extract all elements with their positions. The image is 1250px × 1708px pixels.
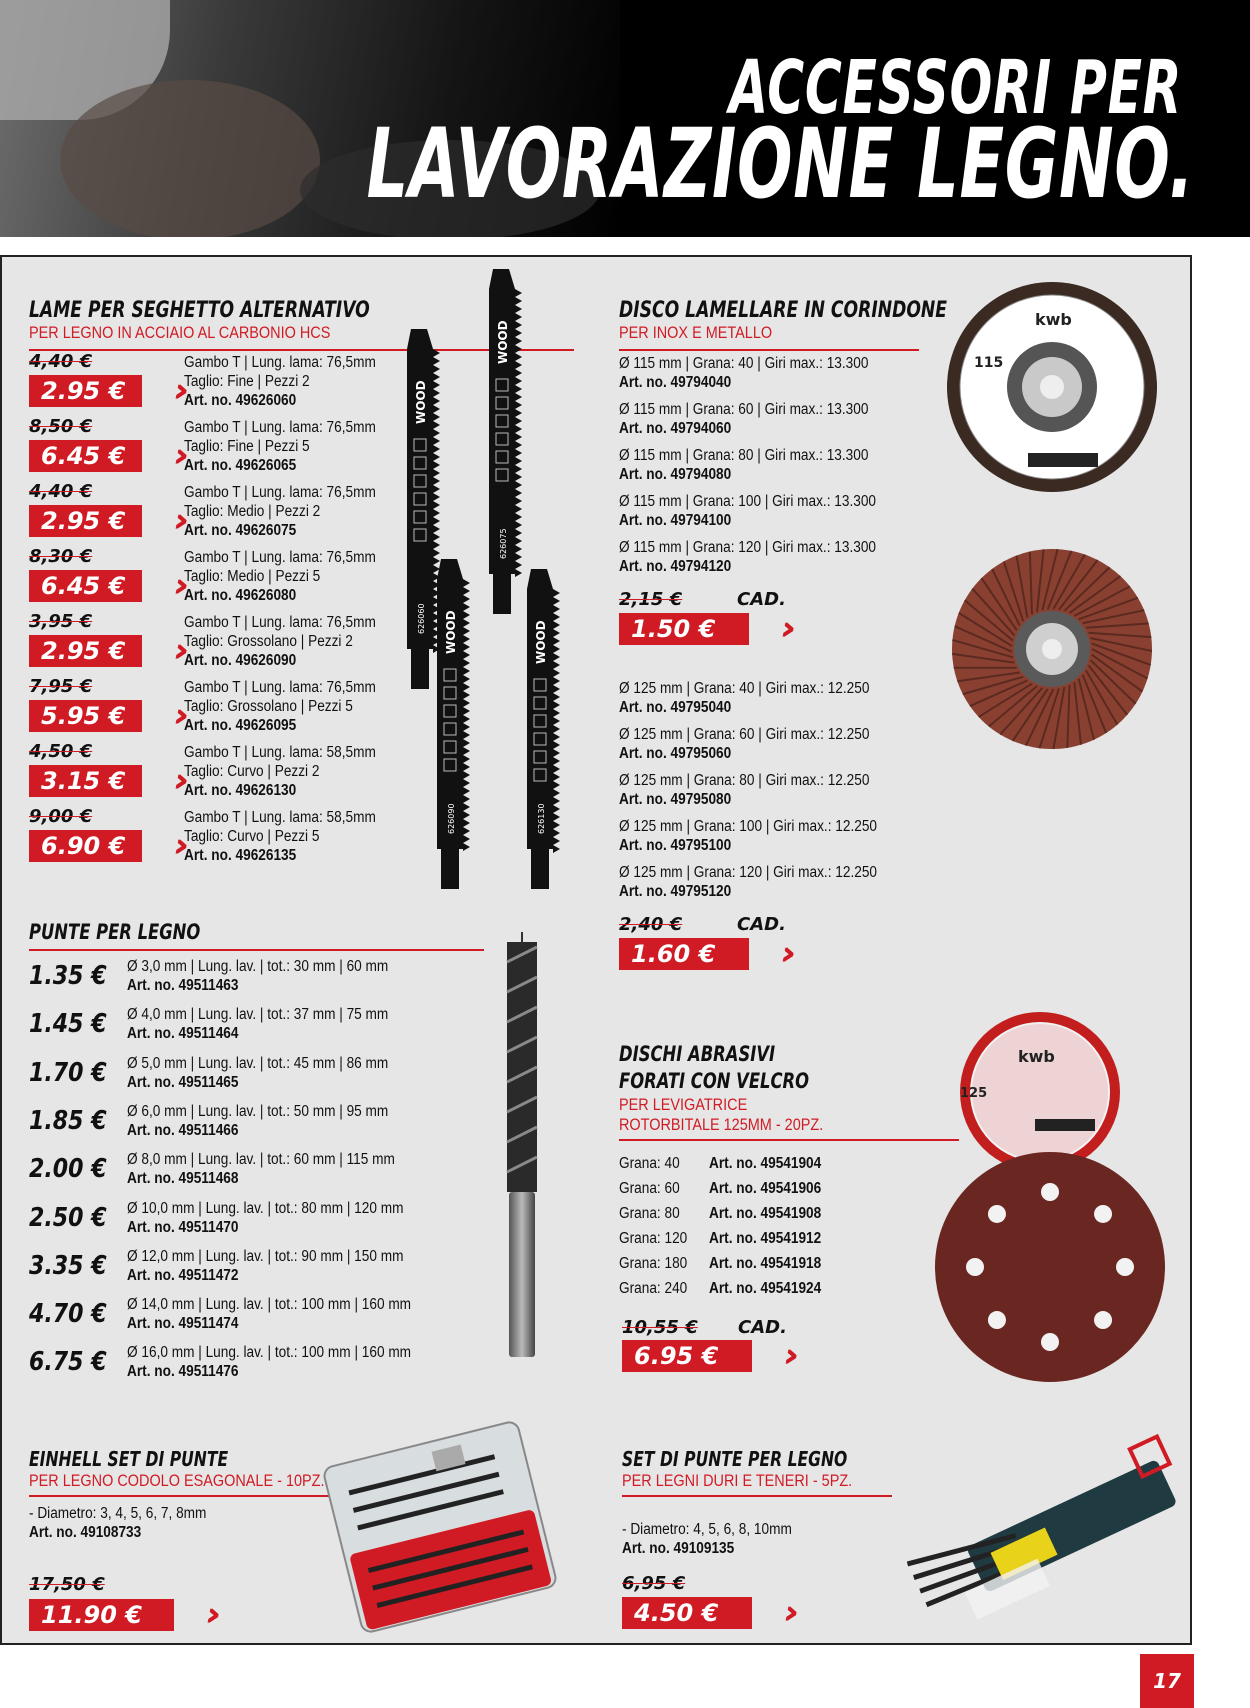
- dischi-grana: Grana: 60: [619, 1180, 680, 1197]
- page-title-line1: ACCESSORI PER: [729, 45, 1182, 131]
- lame-spec-line1: Gambo T | Lung. lama: 76,5mm: [184, 549, 376, 566]
- cad-label: CAD.: [737, 914, 786, 935]
- disco-item-desc: [619, 679, 869, 717]
- blade-code-label: 626130: [537, 803, 546, 834]
- lame-art-no: Art. no. 49626130: [184, 782, 297, 799]
- einhell-desc: [29, 1504, 206, 1542]
- lame-art-no: Art. no. 49626060: [184, 392, 297, 409]
- punte-item-desc: [127, 1102, 388, 1140]
- lame-price: 3.15 €: [41, 767, 126, 795]
- set-diameters: - Diametro: 4, 5, 6, 8, 10mm: [622, 1521, 792, 1538]
- lame-price-tag: [29, 765, 142, 797]
- lame-spec-line2: Taglio: Grossolano | Pezzi 5: [184, 698, 353, 715]
- disco-art-no: Art. no. 49795080: [619, 791, 732, 808]
- disco-spec: Ø 125 mm | Grana: 80 | Giri max.: 12.250: [619, 772, 870, 789]
- disco-item-desc: [619, 538, 876, 576]
- lame-spec-line2: Taglio: Curvo | Pezzi 5: [184, 828, 320, 845]
- catalog-panel: [0, 255, 1192, 1645]
- section-title-dischi-2: FORATI CON VELCRO: [619, 1069, 810, 1093]
- set-old-price: 6,95 €: [622, 1573, 686, 1594]
- blade-code-label: 626075: [499, 528, 508, 559]
- disco-spec: Ø 115 mm | Grana: 100 | Giri max.: 13.300: [619, 493, 877, 510]
- punte-art-no: Art. no. 49511463: [127, 977, 239, 994]
- disco-spec: Ø 115 mm | Grana: 60 | Giri max.: 13.300: [619, 401, 869, 418]
- flap-disc-image: [930, 277, 1175, 777]
- jigsaw-blade: [407, 329, 440, 689]
- lame-spec-line2: Taglio: Fine | Pezzi 2: [184, 373, 310, 390]
- dischi-art-no: Art. no. 49541908: [709, 1205, 822, 1222]
- disco-art-no: Art. no. 49795100: [619, 837, 732, 854]
- section-title-lame: LAME PER SEGHETTO ALTERNATIVO: [29, 298, 370, 323]
- disco-price-125: 1.60 €: [631, 940, 716, 968]
- lame-item-desc: [184, 548, 376, 605]
- lame-price-tag: [29, 570, 142, 602]
- lame-art-no: Art. no. 49626095: [184, 717, 297, 734]
- punte-spec: Ø 3,0 mm | Lung. lav. | tot.: 30 mm | 60 mm: [127, 958, 389, 975]
- punte-art-no: Art. no. 49511476: [127, 1363, 239, 1381]
- punte-price: 1.70 €: [29, 1057, 107, 1088]
- disco-art-no: Art. no. 49794060: [619, 420, 732, 437]
- lame-spec-line2: Taglio: Fine | Pezzi 5: [184, 438, 310, 455]
- disco-spec: Ø 115 mm | Grana: 80 | Giri max.: 13.300: [619, 447, 869, 464]
- jigsaw-blade: [437, 559, 470, 889]
- disco-art-no: Art. no. 49795060: [619, 745, 732, 762]
- lame-spec-line2: Taglio: Medio | Pezzi 5: [184, 568, 321, 585]
- disco-item-desc: [619, 400, 868, 438]
- disco-art-no: Art. no. 49794100: [619, 512, 732, 529]
- section-title-punte: PUNTE PER LEGNO: [29, 920, 201, 944]
- lame-price: 2.95 €: [41, 507, 126, 535]
- disco-item-desc: [619, 863, 877, 901]
- dischi-art-no: Art. no. 49541906: [709, 1180, 822, 1197]
- punte-art-no: Art. no. 49511464: [127, 1025, 239, 1043]
- punte-price: 6.75 €: [29, 1347, 107, 1378]
- cad-label: CAD.: [737, 589, 786, 610]
- wood-drill-set-image: [907, 1432, 1187, 1632]
- lame-spec-line2: Taglio: Grossolano | Pezzi 2: [184, 633, 353, 650]
- punte-spec: Ø 8,0 mm | Lung. lav. | tot.: 60 mm | 115 mm: [127, 1151, 395, 1169]
- lame-art-no: Art. no. 49626075: [184, 522, 297, 539]
- lame-spec-line1: Gambo T | Lung. lama: 58,5mm: [184, 809, 376, 826]
- divider: [619, 1139, 959, 1141]
- punte-art-no: Art. no. 49511466: [127, 1121, 239, 1139]
- lame-item-desc: [184, 678, 376, 735]
- disc-size-label: 115: [974, 355, 1004, 371]
- section-subtitle-set: PER LEGNI DURI E TENERI - 5PZ.: [622, 1471, 853, 1490]
- disc-brand-label: kwb: [1018, 1047, 1055, 1066]
- lame-art-no: Art. no. 49626090: [184, 652, 297, 669]
- lame-item-desc: [184, 743, 376, 800]
- dischi-price-tag: [622, 1340, 752, 1372]
- disco-art-no: Art. no. 49794120: [619, 558, 732, 575]
- punte-item-desc: [127, 1054, 388, 1092]
- lame-spec-line1: Gambo T | Lung. lama: 58,5mm: [184, 744, 376, 761]
- section-title-einhell: EINHELL SET DI PUNTE: [29, 1447, 229, 1471]
- cad-label: CAD.: [738, 1317, 787, 1338]
- disco-price-tag-125: [619, 938, 749, 970]
- lame-item-desc: [184, 353, 376, 410]
- blade-wood-label: WOOD: [496, 320, 510, 364]
- punte-item-desc: [127, 1343, 411, 1381]
- lame-price: 2.95 €: [41, 377, 126, 405]
- dischi-price: 6.95 €: [634, 1342, 719, 1370]
- disco-spec: Ø 125 mm | Grana: 100 | Giri max.: 12.250: [619, 818, 878, 835]
- punte-item-desc: [127, 1199, 403, 1237]
- disco-price-115: 1.50 €: [631, 615, 716, 643]
- disco-item-desc: [619, 354, 868, 392]
- set-price-tag: [622, 1597, 752, 1629]
- punte-art-no: Art. no. 49511465: [127, 1073, 239, 1091]
- punte-price: 1.35 €: [29, 961, 107, 991]
- disco-art-no: Art. no. 49794080: [619, 466, 732, 483]
- disco-art-no: Art. no. 49794040: [619, 374, 732, 391]
- divider: [29, 949, 484, 951]
- lame-item-desc: [184, 613, 376, 670]
- disc-brand-label: kwb: [1035, 310, 1072, 329]
- dischi-art-no: Art. no. 49541912: [709, 1230, 822, 1247]
- jigsaw-blade: [527, 569, 560, 889]
- lame-spec-line1: Gambo T | Lung. lama: 76,5mm: [184, 679, 376, 696]
- lame-art-no: Art. no. 49626135: [184, 847, 297, 864]
- page-title-line2: LAVORAZIONE LEGNO.: [367, 108, 1195, 220]
- einhell-price-tag: [29, 1599, 174, 1631]
- section-subtitle-einhell: PER LEGNO CODOLO ESAGONALE - 10PZ.: [29, 1471, 325, 1490]
- dischi-art-no: Art. no. 49541924: [709, 1280, 822, 1297]
- dischi-art-no: Art. no. 49541904: [709, 1155, 822, 1172]
- disco-spec: Ø 115 mm | Grana: 40 | Giri max.: 13.300: [619, 355, 869, 372]
- punte-art-no: Art. no. 49511468: [127, 1170, 239, 1188]
- lame-old-price: 4,40 €: [29, 351, 93, 372]
- dischi-grana: Grana: 80: [619, 1205, 680, 1222]
- lame-old-price: 7,95 €: [29, 676, 93, 697]
- jigsaw-blade: [489, 269, 522, 614]
- einhell-old-price: 17,50 €: [29, 1574, 105, 1595]
- lame-spec-line2: Taglio: Curvo | Pezzi 2: [184, 763, 320, 780]
- dischi-grana: Grana: 120: [619, 1230, 688, 1247]
- set-art-no: Art. no. 49109135: [622, 1540, 735, 1557]
- lame-price: 5.95 €: [41, 702, 126, 730]
- punte-price: 4.70 €: [29, 1299, 107, 1330]
- lame-price-tag: [29, 440, 142, 472]
- page-number: 17: [1140, 1654, 1194, 1708]
- punte-art-no: Art. no. 49511474: [127, 1315, 239, 1333]
- section-subtitle-disco: PER INOX E METALLO: [619, 323, 773, 342]
- divider: [619, 349, 919, 351]
- disco-old-price-115: 2,15 €: [619, 589, 683, 610]
- punte-art-no: Art. no. 49511470: [127, 1218, 239, 1236]
- lame-spec-line1: Gambo T | Lung. lama: 76,5mm: [184, 354, 376, 371]
- einhell-drill-case-image: [320, 1412, 560, 1642]
- punte-price: 1.45 €: [29, 1009, 107, 1040]
- lame-art-no: Art. no. 49626065: [184, 457, 297, 474]
- disco-spec: Ø 125 mm | Grana: 40 | Giri max.: 12.250: [619, 680, 870, 697]
- lame-item-desc: [184, 483, 376, 540]
- section-title-set: SET DI PUNTE PER LEGNO: [622, 1447, 848, 1471]
- disco-item-desc: [619, 446, 868, 484]
- dischi-grana: Grana: 240: [619, 1280, 688, 1297]
- punte-spec: Ø 10,0 mm | Lung. lav. | tot.: 80 mm | 120 mm: [127, 1199, 404, 1217]
- blade-code-label: 626060: [417, 603, 426, 634]
- einhell-diameters: - Diametro: 3, 4, 5, 6, 7, 8mm: [29, 1505, 207, 1522]
- section-title-disco: DISCO LAMELLARE IN CORINDONE: [619, 298, 948, 323]
- blade-wood-label: WOOD: [414, 380, 428, 424]
- section-subtitle-dischi-1: PER LEVIGATRICE: [619, 1095, 748, 1114]
- dischi-grana: Grana: 180: [619, 1255, 688, 1272]
- disco-spec: Ø 125 mm | Grana: 60 | Giri max.: 12.250: [619, 726, 870, 743]
- punte-spec: Ø 14,0 mm | Lung. lav. | tot.: 100 mm | 160 mm: [127, 1296, 412, 1314]
- dischi-old-price: 10,55 €: [622, 1317, 698, 1338]
- lame-old-price: 4,40 €: [29, 481, 93, 502]
- lame-price-tag: [29, 375, 142, 407]
- disco-item-desc: [619, 817, 877, 855]
- punte-price: 1.85 €: [29, 1105, 107, 1136]
- disco-spec: Ø 115 mm | Grana: 120 | Giri max.: 13.300: [619, 539, 877, 556]
- disco-item-desc: [619, 725, 869, 763]
- jigsaw-blades-image: [397, 269, 592, 909]
- punte-item-desc: [127, 1295, 411, 1333]
- lame-old-price: 8,50 €: [29, 416, 93, 437]
- punte-item-desc: [127, 1247, 403, 1285]
- lame-item-desc: [184, 418, 376, 475]
- punte-price: 2.50 €: [29, 1202, 107, 1233]
- lame-price-tag: [29, 505, 142, 537]
- disco-old-price-125: 2,40 €: [619, 914, 683, 935]
- disco-item-desc: [619, 771, 869, 809]
- punte-item-desc: [127, 957, 388, 995]
- disco-spec: Ø 125 mm | Grana: 120 | Giri max.: 12.250: [619, 864, 878, 881]
- punte-spec: Ø 12,0 mm | Lung. lav. | tot.: 90 mm | 150 mm: [127, 1247, 404, 1265]
- blade-wood-label: WOOD: [534, 620, 548, 664]
- lame-spec-line1: Gambo T | Lung. lama: 76,5mm: [184, 484, 376, 501]
- punte-price: 3.35 €: [29, 1250, 107, 1281]
- disco-price-tag-115: [619, 613, 749, 645]
- lame-price: 6.90 €: [41, 832, 126, 860]
- punte-spec: Ø 5,0 mm | Lung. lav. | tot.: 45 mm | 86 mm: [127, 1054, 389, 1072]
- lame-price: 6.45 €: [41, 572, 126, 600]
- lame-price: 6.45 €: [41, 442, 126, 470]
- lame-old-price: 9,00 €: [29, 806, 93, 827]
- lame-spec-line1: Gambo T | Lung. lama: 76,5mm: [184, 419, 376, 436]
- lame-price-tag: [29, 830, 142, 862]
- einhell-price: 11.90 €: [41, 1601, 142, 1629]
- section-subtitle-lame: PER LEGNO IN ACCIAIO AL CARBONIO HCS: [29, 323, 331, 342]
- set-price: 4.50 €: [634, 1599, 719, 1627]
- blade-wood-label: WOOD: [444, 610, 458, 654]
- lame-spec-line1: Gambo T | Lung. lama: 76,5mm: [184, 614, 376, 631]
- lame-price-tag: [29, 700, 142, 732]
- section-title-dischi-1: DISCHI ABRASIVI: [619, 1042, 776, 1066]
- divider: [622, 1495, 892, 1497]
- wood-drill-bit-image: [502, 932, 542, 1362]
- lame-item-desc: [184, 808, 376, 865]
- punte-item-desc: [127, 1150, 395, 1188]
- sanding-disc-image: [930, 1007, 1175, 1397]
- section-subtitle-dischi-2: ROTORBITALE 125MM - 20PZ.: [619, 1115, 824, 1134]
- lame-old-price: 3,95 €: [29, 611, 93, 632]
- punte-spec: Ø 6,0 mm | Lung. lav. | tot.: 50 mm | 95 mm: [127, 1102, 389, 1120]
- lame-art-no: Art. no. 49626080: [184, 587, 297, 604]
- divider: [29, 1495, 339, 1497]
- dischi-grana: Grana: 40: [619, 1155, 680, 1172]
- set-desc: [622, 1520, 792, 1558]
- punte-item-desc: [127, 1005, 388, 1043]
- lame-spec-line2: Taglio: Medio | Pezzi 2: [184, 503, 321, 520]
- punte-spec: Ø 4,0 mm | Lung. lav. | tot.: 37 mm | 75 mm: [127, 1006, 389, 1024]
- punte-price: 2.00 €: [29, 1154, 107, 1185]
- disco-art-no: Art. no. 49795120: [619, 883, 732, 900]
- lame-price-tag: [29, 635, 142, 667]
- lame-old-price: 4,50 €: [29, 741, 93, 762]
- punte-spec: Ø 16,0 mm | Lung. lav. | tot.: 100 mm | 160 mm: [127, 1344, 412, 1362]
- disco-item-desc: [619, 492, 876, 530]
- disc-size-label: 125: [960, 1086, 988, 1101]
- einhell-art-no: Art. no. 49108733: [29, 1524, 142, 1541]
- disco-art-no: Art. no. 49795040: [619, 699, 732, 716]
- lame-price: 2.95 €: [41, 637, 126, 665]
- header-banner: [0, 0, 1250, 237]
- lame-old-price: 8,30 €: [29, 546, 93, 567]
- punte-art-no: Art. no. 49511472: [127, 1266, 239, 1284]
- blade-code-label: 626090: [447, 803, 456, 834]
- dischi-art-no: Art. no. 49541918: [709, 1255, 822, 1272]
